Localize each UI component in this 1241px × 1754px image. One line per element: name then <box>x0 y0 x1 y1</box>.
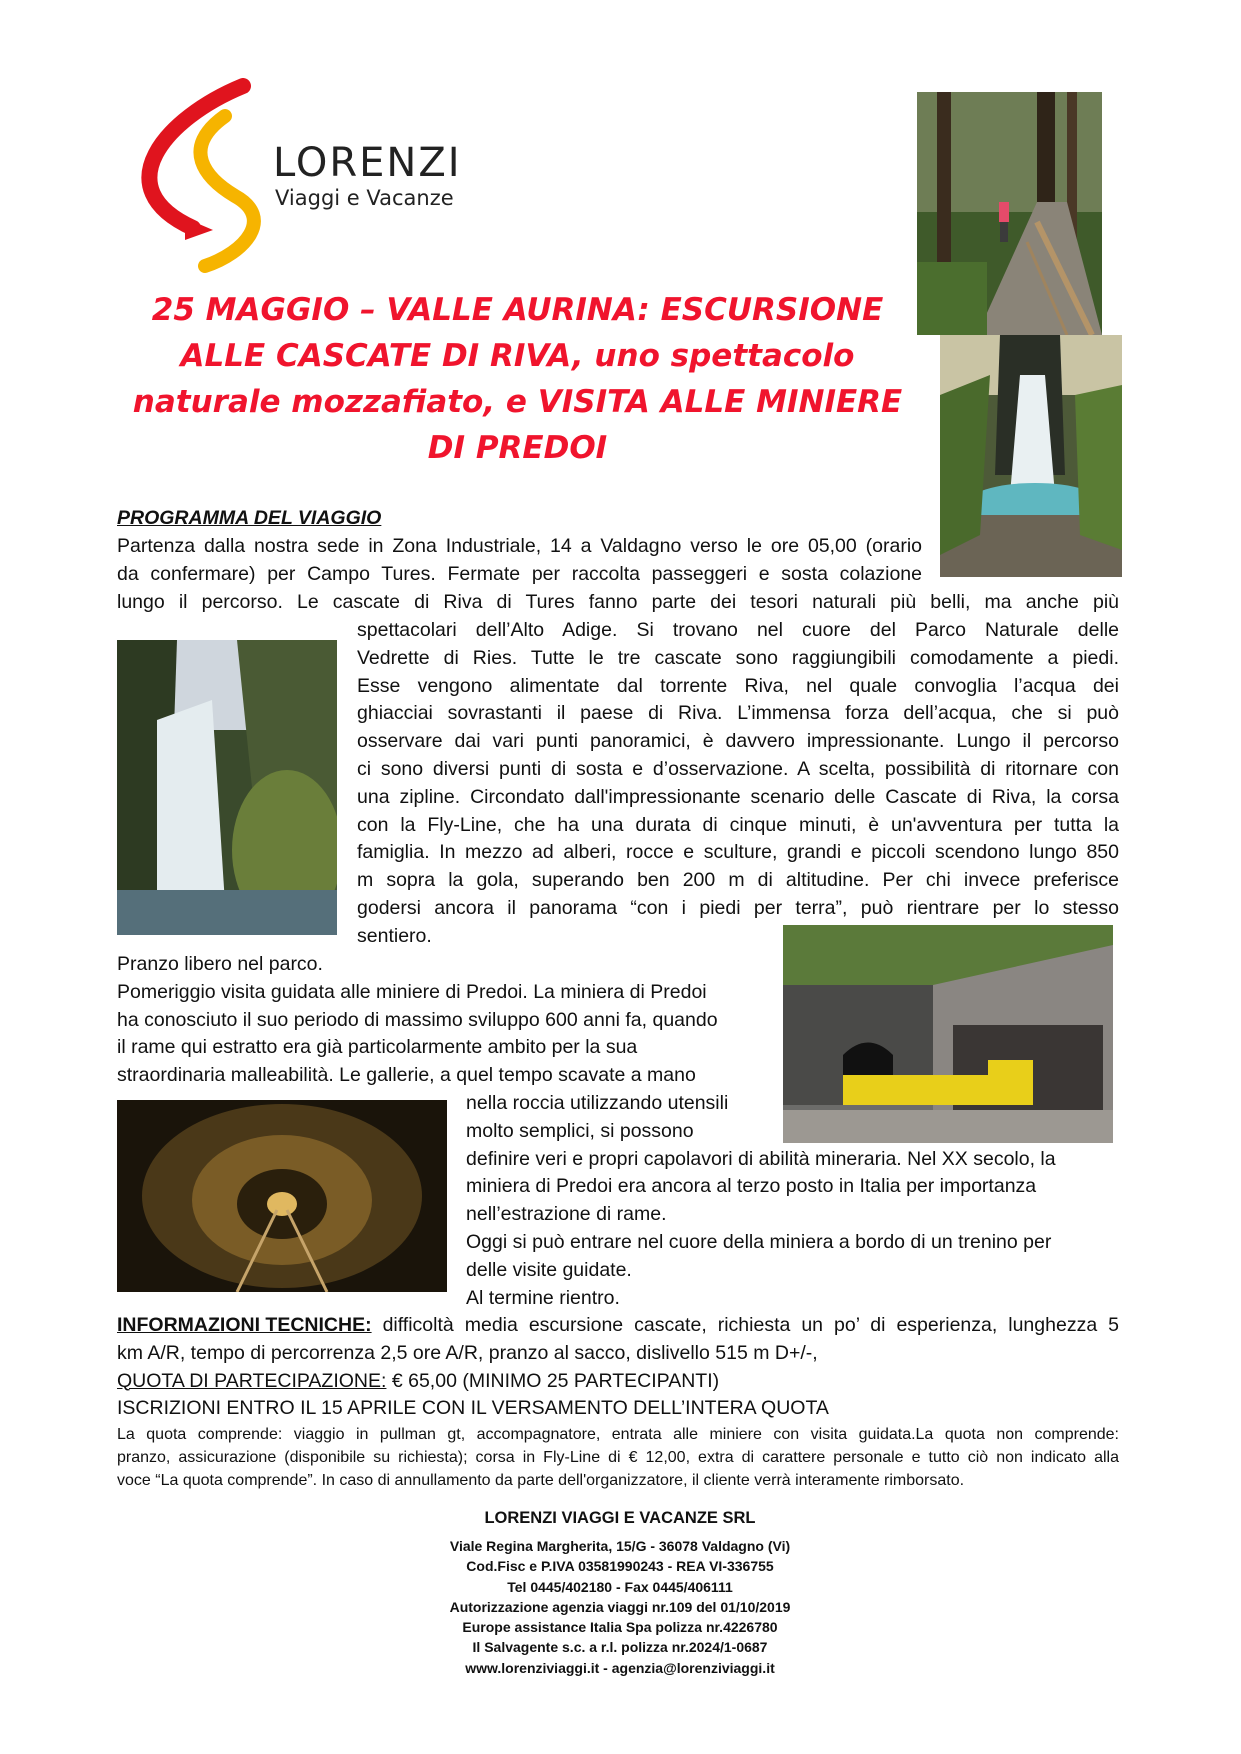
program-line: lungo il percorso. Le cascate di Riva di Tures fanno parte dei tesori naturali più belli, ma anche più <box>117 591 1119 613</box>
program-line: osservare dai vari punti panoramici, è davvero impressionante. Lungo il percorso <box>357 730 1119 753</box>
note-line: La quota comprende: viaggio in pullman gt, accompagnatore, entrata alle miniere con visita guidata.La quota non comprende: <box>117 1426 1119 1443</box>
program-line: delle visite guidate. <box>466 1258 632 1281</box>
footer-address: Viale Regina Margherita, 15/G - 36078 Valdagno (Vi) <box>449 1538 791 1554</box>
mine-tunnel-photo <box>117 1100 447 1292</box>
footer-phone: Tel 0445/402180 - Fax 0445/406111 <box>507 1578 733 1595</box>
program-line: famiglia. In mezzo ad alberi, rocce e sculture, grandi e piccoli scendono lungo 850 <box>357 841 1119 864</box>
technical-info-label: INFORMAZIONI TECNICHE: <box>117 1314 372 1336</box>
program-line: Pomeriggio visita guidata alle miniere di Predoi. La miniera di Predoi <box>117 980 707 1003</box>
program-line: ghiacciai sovrastanti il paese di Riva. L’immensa forza dell’acqua, che si può <box>357 702 1119 725</box>
program-line: miniera di Predoi era ancora al terzo posto in Italia per importanza <box>466 1175 1037 1198</box>
program-line: Pranzo libero nel parco. <box>117 953 323 975</box>
program-line: con la Fly-Line, che ha una durata di cinque minuti, è un'avventura per tutta la <box>357 813 1119 836</box>
registration-deadline: ISCRIZIONI ENTRO IL 15 APRILE CON IL VERSAMENTO DELL’INTERA QUOTA <box>117 1397 829 1420</box>
program-block-mine <box>117 951 767 1090</box>
technical-info <box>117 1312 1119 1423</box>
logo-subtitle: Viaggi e Vacanze <box>275 186 454 210</box>
logo-name: LORENZI <box>273 140 462 186</box>
program-block-waterfalls <box>357 617 1119 951</box>
technical-info-text: difficoltà media escursione cascate, richiesta un po’ di esperienza, lunghezza 5 <box>371 1314 1119 1336</box>
program-line: Esse vengono alimentate dal torrente Riva, nel quale convoglia l’acqua dei <box>357 674 1119 697</box>
title-line: DI PREDOI <box>427 430 608 466</box>
program-line: straordinaria malleabilità. Le gallerie, a quel tempo scavate a mano <box>117 1064 696 1087</box>
footer-company-name: LORENZI VIAGGI E VACANZE SRL <box>484 1509 756 1527</box>
footer-web-links[interactable]: www.lorenziviaggi.it - agenzia@lorenziviaggi.it <box>465 1659 775 1676</box>
waterfall-canyon-photo <box>117 640 337 935</box>
program-block-wide <box>117 589 1119 617</box>
footer-authorization: Autorizzazione agenzia viaggi nr.109 del 01/10/2019 <box>449 1598 791 1615</box>
company-logo <box>125 78 495 278</box>
note-line: pranzo, assicurazione (disponibile su richiesta); corsa in Fly-Line di € 12,00, extra di carattere personale e tutto ciò non indicato alla <box>117 1449 1119 1466</box>
program-heading: PROGRAMMA DEL VIAGGIO <box>117 507 382 529</box>
program-line: ha conosciuto il suo periodo di massimo sviluppo 600 anni fa, quando <box>117 1008 718 1031</box>
technical-info-line: km A/R, tempo di percorrenza 2,5 ore A/R, pranzo al sacco, dislivello 515 m D+/-, <box>117 1341 818 1364</box>
forest-path-photo <box>917 92 1102 335</box>
quota-value: € 65,00 (MINIMO 25 PARTECIPANTI) <box>386 1369 720 1392</box>
program-line: molto semplici, si possono <box>466 1119 694 1142</box>
price-conditions-note <box>117 1423 1119 1492</box>
footer-tax-id: Cod.Fisc e P.IVA 03581990243 - REA VI-336755 <box>466 1558 774 1575</box>
program-line: ci sono diversi punti di sosta e d’osservazione. A scelta, possibilità di ritornare con <box>357 757 1119 780</box>
quota-line <box>117 1368 1119 1396</box>
program-block-mine-history <box>466 1090 1116 1312</box>
title-line: ALLE CASCATE DI RIVA, uno spettacolo <box>180 338 855 374</box>
technical-info-line <box>117 1312 1119 1340</box>
program-block-intro <box>117 533 922 589</box>
program-line: Vedrette di Ries. Tutte le tre cascate sono raggiungibili comodamente a piedi. <box>357 646 1119 669</box>
program-line: spettacolari dell’Alto Adige. Si trovano nel cuore del Parco Naturale delle <box>357 619 1119 641</box>
title-line: naturale mozzafiato, e VISITA ALLE MINIERE <box>132 384 903 420</box>
program-line: m sopra la gola, superando ben 200 m di altitudine. Per chi invece preferisce <box>357 869 1119 892</box>
program-line: Oggi si può entrare nel cuore della miniera a bordo di un trenino per <box>466 1230 1052 1253</box>
footer-insurance-2: Il Salvagente s.c. a r.l. polizza nr.2024/1-0687 <box>472 1639 768 1656</box>
program-line: Partenza dalla nostra sede in Zona Industriale, 14 a Valdagno verso le ore 05,00 (orario <box>117 535 922 557</box>
program-line: Al termine rientro. <box>466 1286 620 1309</box>
company-footer <box>320 1506 920 1678</box>
program-line: nell’estrazione di rame. <box>466 1203 667 1226</box>
program-line: definire veri e propri capolavori di abilità mineraria. Nel XX secolo, la <box>466 1147 1056 1170</box>
footer-insurance: Europe assistance Italia Spa polizza nr.4226780 <box>462 1619 778 1636</box>
note-line: voce “La quota comprende”. In caso di annullamento da parte dell'organizzatore, il cliente verrà interamente rimborsato. <box>117 1472 965 1489</box>
waterfall-photo <box>940 335 1122 577</box>
program-line: godersi ancora il panorama “con i piedi per terra”, può rientrare per lo stesso <box>357 896 1119 919</box>
page-title <box>115 287 920 471</box>
program-line: sentiero. <box>357 924 432 947</box>
program-line: nella roccia utilizzando utensili <box>466 1092 729 1114</box>
program-line: una zipline. Circondato dall'impressionante scenario delle Cascate di Riva, la corsa <box>357 785 1119 808</box>
title-line: 25 MAGGIO – VALLE AURINA: ESCURSIONE <box>151 292 884 328</box>
program-line: il rame qui estratto era già particolarmente ambito per la sua <box>117 1036 638 1059</box>
program-line: da confermare) per Campo Tures. Fermate per raccolta passeggeri e sosta colazione <box>117 562 922 585</box>
quota-label: QUOTA DI PARTECIPAZIONE: <box>117 1369 387 1392</box>
